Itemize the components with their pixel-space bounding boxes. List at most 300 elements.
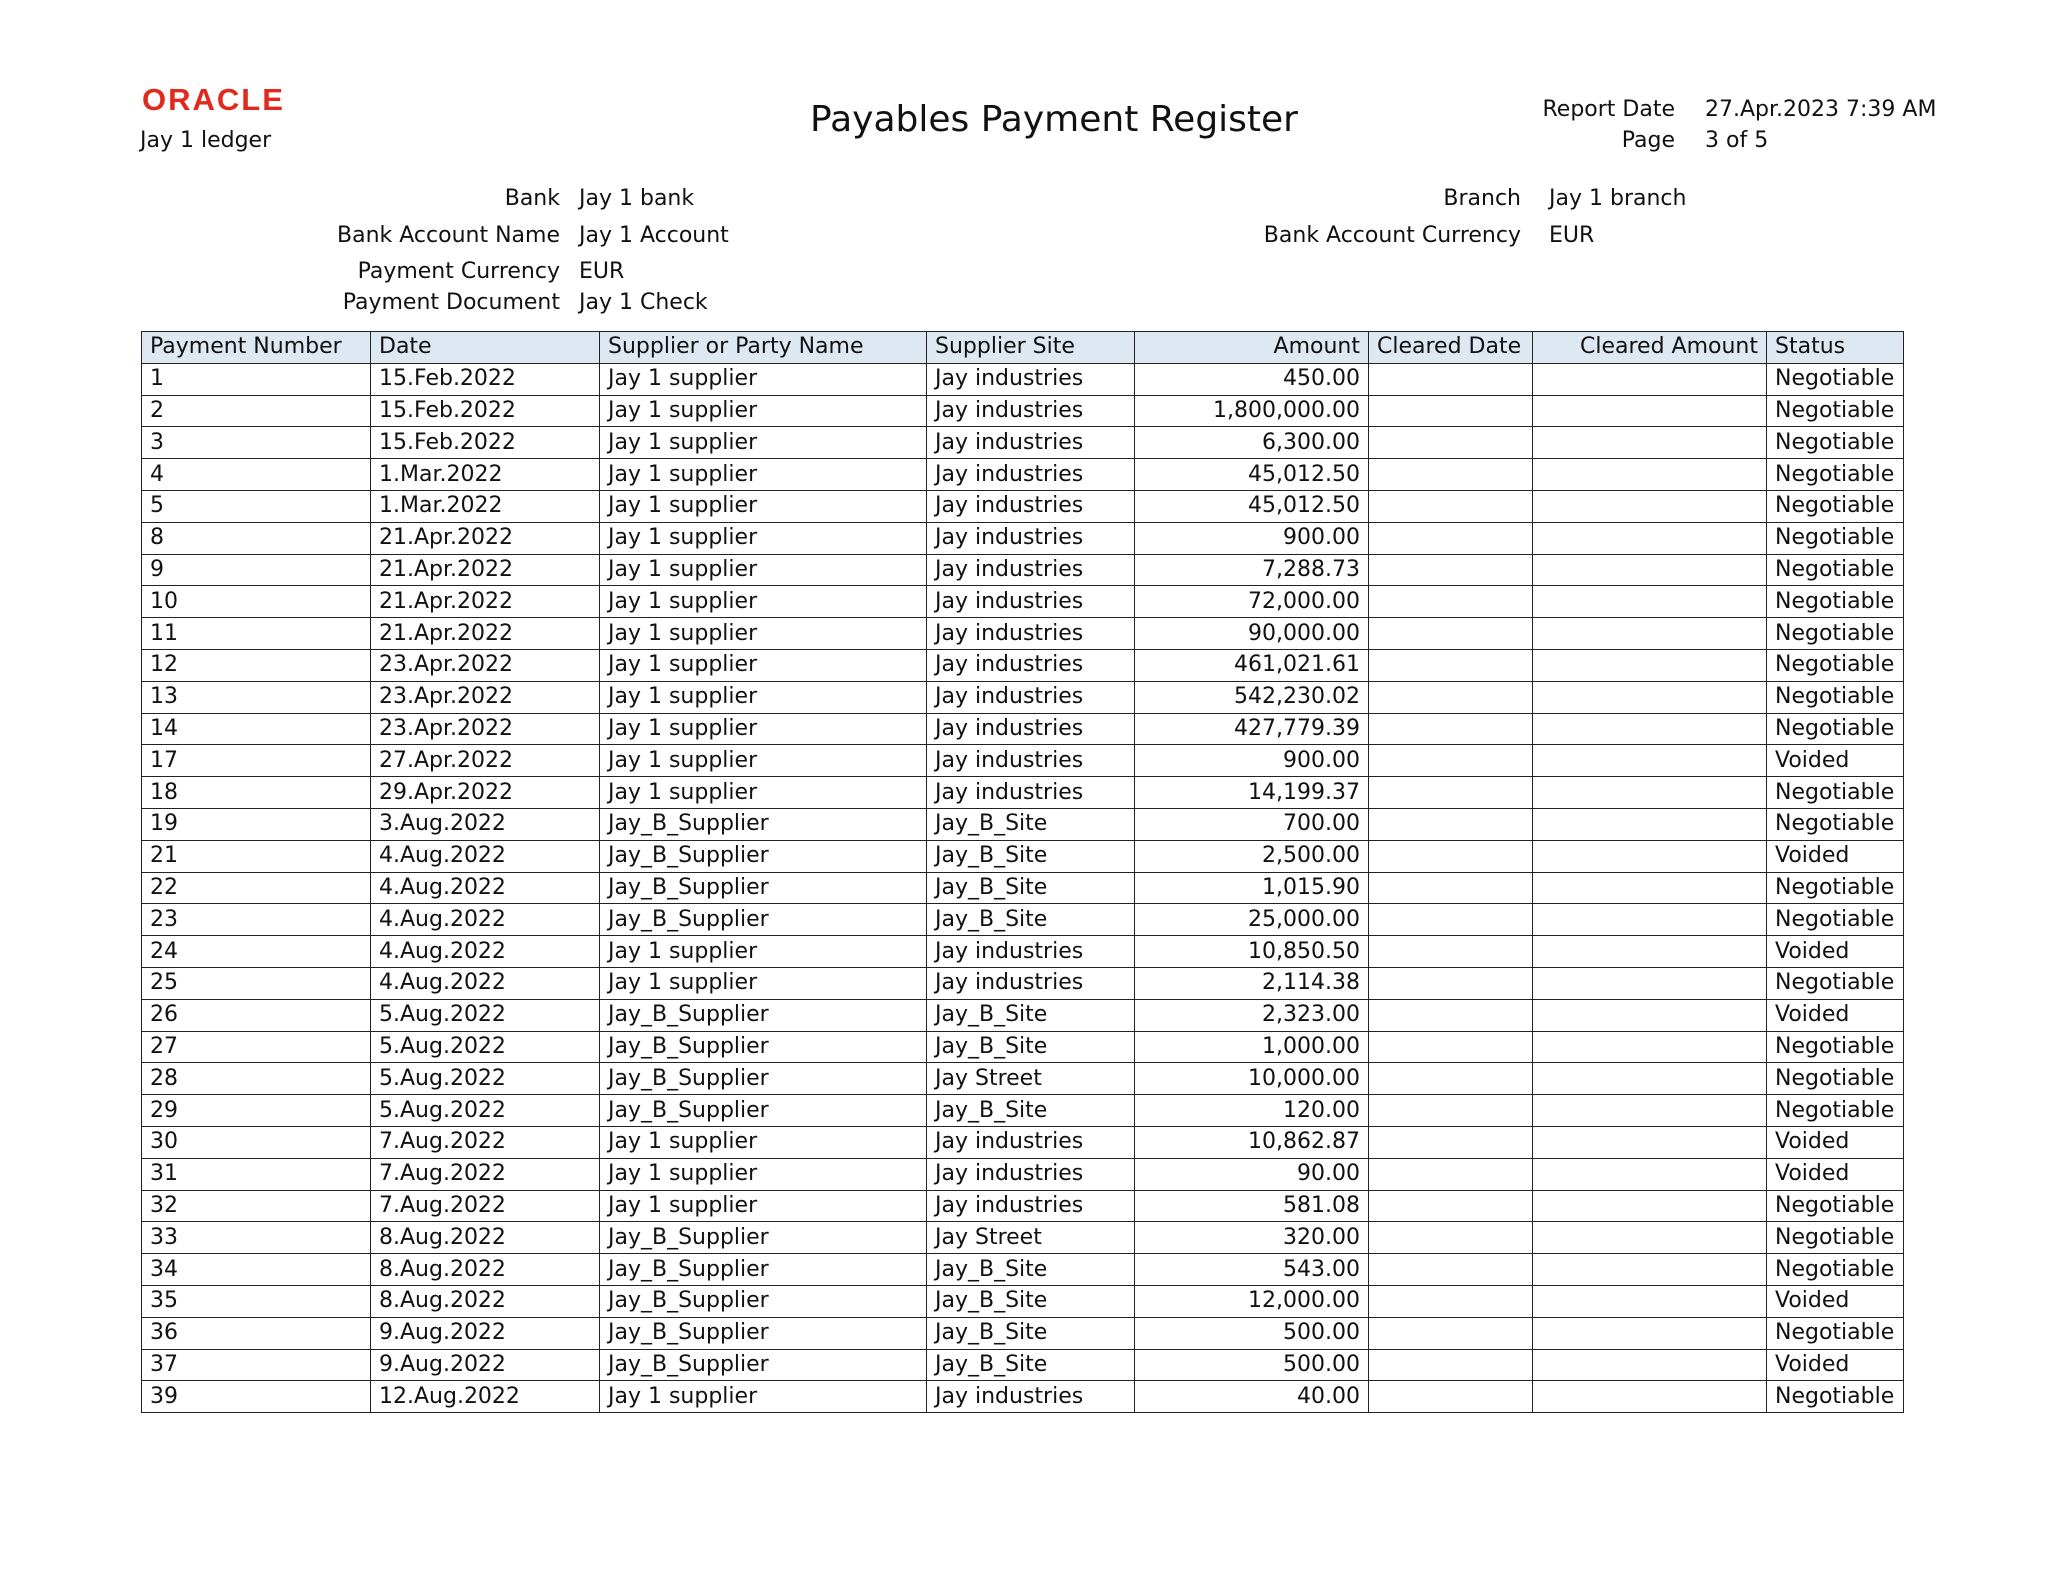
cleared-date-cell: [1369, 427, 1533, 459]
supplier-name-cell: Jay_B_Supplier: [600, 840, 927, 872]
status-cell: Negotiable: [1767, 777, 1904, 809]
cleared-amount-cell: [1533, 1285, 1767, 1317]
cleared-date-cell: [1369, 1222, 1533, 1254]
payment-number-cell: 24: [142, 936, 371, 968]
supplier-name-cell: Jay 1 supplier: [600, 1158, 927, 1190]
date-cell: 5.Aug.2022: [371, 999, 600, 1031]
status-cell: Negotiable: [1767, 586, 1904, 618]
table-row: [142, 618, 1904, 650]
payment-number-cell: 29: [142, 1095, 371, 1127]
table-row: [142, 1158, 1904, 1190]
supplier-site-cell: Jay industries: [927, 554, 1135, 586]
status-cell: Negotiable: [1767, 490, 1904, 522]
payment-number-cell: 11: [142, 618, 371, 650]
amount-cell: 2,323.00: [1135, 999, 1369, 1031]
date-cell: 21.Apr.2022: [371, 522, 600, 554]
cleared-date-cell: [1369, 459, 1533, 491]
status-cell: Negotiable: [1767, 1190, 1904, 1222]
cleared-amount-cell: [1533, 936, 1767, 968]
supplier-name-cell: Jay 1 supplier: [600, 713, 927, 745]
table-row: [142, 490, 1904, 522]
column-header-supplier-site: Supplier Site: [927, 332, 1135, 364]
cleared-date-cell: [1369, 745, 1533, 777]
column-header-cleared-amount: Cleared Amount: [1533, 332, 1767, 364]
cleared-amount-cell: [1533, 618, 1767, 650]
branch-label: Branch: [1443, 186, 1521, 211]
payment-number-cell: 18: [142, 777, 371, 809]
cleared-date-cell: [1369, 999, 1533, 1031]
cleared-amount-cell: [1533, 1254, 1767, 1286]
cleared-amount-cell: [1533, 427, 1767, 459]
supplier-site-cell: Jay_B_Site: [927, 872, 1135, 904]
cleared-date-cell: [1369, 586, 1533, 618]
supplier-site-cell: Jay industries: [927, 490, 1135, 522]
bank-account-name-value: Jay 1 Account: [579, 223, 729, 248]
cleared-amount-cell: [1533, 1063, 1767, 1095]
supplier-site-cell: Jay industries: [927, 395, 1135, 427]
table-row: [142, 427, 1904, 459]
cleared-date-cell: [1369, 1126, 1533, 1158]
supplier-name-cell: Jay_B_Supplier: [600, 1031, 927, 1063]
supplier-site-cell: Jay industries: [927, 1158, 1135, 1190]
cleared-amount-cell: [1533, 363, 1767, 395]
supplier-site-cell: Jay industries: [927, 681, 1135, 713]
cleared-date-cell: [1369, 1190, 1533, 1222]
date-cell: 27.Apr.2022: [371, 745, 600, 777]
status-cell: Negotiable: [1767, 808, 1904, 840]
cleared-date-cell: [1369, 904, 1533, 936]
cleared-date-cell: [1369, 808, 1533, 840]
cleared-amount-cell: [1533, 904, 1767, 936]
amount-cell: 461,021.61: [1135, 649, 1369, 681]
amount-cell: 700.00: [1135, 808, 1369, 840]
report-date-value: 27.Apr.2023 7:39 AM: [1705, 97, 1937, 122]
report-date-label: Report Date: [1542, 97, 1675, 122]
payment-number-cell: 12: [142, 649, 371, 681]
supplier-name-cell: Jay_B_Supplier: [600, 1285, 927, 1317]
status-cell: Negotiable: [1767, 872, 1904, 904]
supplier-site-cell: Jay industries: [927, 363, 1135, 395]
table-row: [142, 904, 1904, 936]
date-cell: 5.Aug.2022: [371, 1063, 600, 1095]
bank-label: Bank: [504, 186, 560, 211]
amount-cell: 7,288.73: [1135, 554, 1369, 586]
cleared-date-cell: [1369, 1254, 1533, 1286]
cleared-amount-cell: [1533, 967, 1767, 999]
supplier-name-cell: Jay 1 supplier: [600, 1126, 927, 1158]
supplier-name-cell: Jay_B_Supplier: [600, 1317, 927, 1349]
status-cell: Negotiable: [1767, 1254, 1904, 1286]
cleared-date-cell: [1369, 713, 1533, 745]
table-row: [142, 840, 1904, 872]
date-cell: 23.Apr.2022: [371, 713, 600, 745]
date-cell: 4.Aug.2022: [371, 904, 600, 936]
supplier-site-cell: Jay industries: [927, 649, 1135, 681]
table-row: [142, 1190, 1904, 1222]
payment-number-cell: 34: [142, 1254, 371, 1286]
supplier-name-cell: Jay 1 supplier: [600, 681, 927, 713]
cleared-date-cell: [1369, 1031, 1533, 1063]
supplier-name-cell: Jay_B_Supplier: [600, 872, 927, 904]
payment-number-cell: 3: [142, 427, 371, 459]
amount-cell: 90,000.00: [1135, 618, 1369, 650]
status-cell: Negotiable: [1767, 554, 1904, 586]
status-cell: Negotiable: [1767, 1031, 1904, 1063]
supplier-name-cell: Jay_B_Supplier: [600, 1063, 927, 1095]
payment-number-cell: 23: [142, 904, 371, 936]
supplier-site-cell: Jay_B_Site: [927, 1095, 1135, 1127]
bank-account-name-label: Bank Account Name: [337, 223, 560, 248]
supplier-name-cell: Jay_B_Supplier: [600, 999, 927, 1031]
table-row: [142, 777, 1904, 809]
column-header-status: Status: [1767, 332, 1904, 364]
cleared-amount-cell: [1533, 1031, 1767, 1063]
amount-cell: 2,114.38: [1135, 967, 1369, 999]
amount-cell: 45,012.50: [1135, 490, 1369, 522]
date-cell: 1.Mar.2022: [371, 459, 600, 491]
status-cell: Negotiable: [1767, 1317, 1904, 1349]
page-label: Page: [1621, 128, 1675, 153]
date-cell: 12.Aug.2022: [371, 1381, 600, 1413]
payment-document-label: Payment Document: [342, 290, 560, 315]
status-cell: Negotiable: [1767, 649, 1904, 681]
supplier-name-cell: Jay 1 supplier: [600, 586, 927, 618]
payment-number-cell: 13: [142, 681, 371, 713]
column-header-date: Date: [371, 332, 600, 364]
payment-number-cell: 2: [142, 395, 371, 427]
payments-table: [141, 331, 1904, 1413]
cleared-date-cell: [1369, 777, 1533, 809]
cleared-amount-cell: [1533, 1190, 1767, 1222]
cleared-amount-cell: [1533, 1317, 1767, 1349]
column-header-amount: Amount: [1135, 332, 1369, 364]
amount-cell: 1,000.00: [1135, 1031, 1369, 1063]
cleared-date-cell: [1369, 967, 1533, 999]
cleared-amount-cell: [1533, 745, 1767, 777]
date-cell: 7.Aug.2022: [371, 1126, 600, 1158]
table-row: [142, 554, 1904, 586]
payment-currency-label: Payment Currency: [357, 259, 560, 284]
table-row: [142, 808, 1904, 840]
supplier-name-cell: Jay_B_Supplier: [600, 1095, 927, 1127]
table-row: [142, 1031, 1904, 1063]
cleared-amount-cell: [1533, 1349, 1767, 1381]
cleared-amount-cell: [1533, 1381, 1767, 1413]
cleared-date-cell: [1369, 1063, 1533, 1095]
payment-number-cell: 19: [142, 808, 371, 840]
status-cell: Negotiable: [1767, 713, 1904, 745]
date-cell: 29.Apr.2022: [371, 777, 600, 809]
cleared-amount-cell: [1533, 490, 1767, 522]
amount-cell: 542,230.02: [1135, 681, 1369, 713]
date-cell: 23.Apr.2022: [371, 681, 600, 713]
supplier-site-cell: Jay industries: [927, 586, 1135, 618]
cleared-date-cell: [1369, 1317, 1533, 1349]
table-header-row: [142, 332, 1904, 364]
amount-cell: 1,800,000.00: [1135, 395, 1369, 427]
cleared-date-cell: [1369, 1381, 1533, 1413]
status-cell: Negotiable: [1767, 522, 1904, 554]
status-cell: Negotiable: [1767, 618, 1904, 650]
table-row: [142, 363, 1904, 395]
status-cell: Voided: [1767, 1126, 1904, 1158]
cleared-date-cell: [1369, 872, 1533, 904]
supplier-name-cell: Jay 1 supplier: [600, 618, 927, 650]
supplier-site-cell: Jay industries: [927, 713, 1135, 745]
amount-cell: 320.00: [1135, 1222, 1369, 1254]
supplier-name-cell: Jay 1 supplier: [600, 490, 927, 522]
column-header-payment-number: Payment Number: [142, 332, 371, 364]
supplier-name-cell: Jay_B_Supplier: [600, 904, 927, 936]
cleared-date-cell: [1369, 363, 1533, 395]
date-cell: 4.Aug.2022: [371, 936, 600, 968]
amount-cell: 2,500.00: [1135, 840, 1369, 872]
status-cell: Negotiable: [1767, 681, 1904, 713]
payment-number-cell: 5: [142, 490, 371, 522]
table-row: [142, 586, 1904, 618]
date-cell: 21.Apr.2022: [371, 586, 600, 618]
supplier-site-cell: Jay_B_Site: [927, 1254, 1135, 1286]
cleared-date-cell: [1369, 1349, 1533, 1381]
payment-number-cell: 37: [142, 1349, 371, 1381]
supplier-site-cell: Jay Street: [927, 1222, 1135, 1254]
payment-number-cell: 21: [142, 840, 371, 872]
cleared-date-cell: [1369, 936, 1533, 968]
amount-cell: 10,862.87: [1135, 1126, 1369, 1158]
status-cell: Negotiable: [1767, 1063, 1904, 1095]
table-row: [142, 713, 1904, 745]
date-cell: 3.Aug.2022: [371, 808, 600, 840]
amount-cell: 90.00: [1135, 1158, 1369, 1190]
table-row: [142, 649, 1904, 681]
date-cell: 23.Apr.2022: [371, 649, 600, 681]
supplier-site-cell: Jay industries: [927, 936, 1135, 968]
table-row: [142, 459, 1904, 491]
date-cell: 8.Aug.2022: [371, 1254, 600, 1286]
cleared-amount-cell: [1533, 459, 1767, 491]
date-cell: 5.Aug.2022: [371, 1095, 600, 1127]
amount-cell: 45,012.50: [1135, 459, 1369, 491]
table-row: [142, 967, 1904, 999]
column-header-cleared-date: Cleared Date: [1369, 332, 1533, 364]
cleared-amount-cell: [1533, 1095, 1767, 1127]
payment-currency-value: EUR: [579, 259, 625, 284]
amount-cell: 543.00: [1135, 1254, 1369, 1286]
cleared-amount-cell: [1533, 777, 1767, 809]
table-row: [142, 1349, 1904, 1381]
amount-cell: 6,300.00: [1135, 427, 1369, 459]
report-title: Payables Payment Register: [810, 99, 1298, 140]
ledger-name: Jay 1 ledger: [140, 128, 272, 153]
payment-number-cell: 22: [142, 872, 371, 904]
cleared-amount-cell: [1533, 1126, 1767, 1158]
payment-number-cell: 4: [142, 459, 371, 491]
date-cell: 4.Aug.2022: [371, 967, 600, 999]
date-cell: 8.Aug.2022: [371, 1285, 600, 1317]
amount-cell: 25,000.00: [1135, 904, 1369, 936]
supplier-name-cell: Jay 1 supplier: [600, 1190, 927, 1222]
bank-account-currency-value: EUR: [1549, 223, 1595, 248]
payment-number-cell: 9: [142, 554, 371, 586]
status-cell: Voided: [1767, 745, 1904, 777]
date-cell: 4.Aug.2022: [371, 840, 600, 872]
supplier-name-cell: Jay 1 supplier: [600, 427, 927, 459]
table-row: [142, 999, 1904, 1031]
date-cell: 5.Aug.2022: [371, 1031, 600, 1063]
status-cell: Negotiable: [1767, 1095, 1904, 1127]
supplier-site-cell: Jay industries: [927, 427, 1135, 459]
cleared-date-cell: [1369, 840, 1533, 872]
status-cell: Voided: [1767, 1285, 1904, 1317]
amount-cell: 900.00: [1135, 522, 1369, 554]
supplier-name-cell: Jay 1 supplier: [600, 936, 927, 968]
table-row: [142, 1095, 1904, 1127]
amount-cell: 10,850.50: [1135, 936, 1369, 968]
supplier-site-cell: Jay_B_Site: [927, 840, 1135, 872]
supplier-site-cell: Jay industries: [927, 618, 1135, 650]
oracle-logo: ORACLE: [142, 82, 285, 117]
payment-number-cell: 39: [142, 1381, 371, 1413]
table-row: [142, 1285, 1904, 1317]
supplier-name-cell: Jay 1 supplier: [600, 777, 927, 809]
supplier-name-cell: Jay 1 supplier: [600, 649, 927, 681]
cleared-amount-cell: [1533, 808, 1767, 840]
supplier-site-cell: Jay Street: [927, 1063, 1135, 1095]
cleared-amount-cell: [1533, 649, 1767, 681]
payment-number-cell: 14: [142, 713, 371, 745]
cleared-amount-cell: [1533, 586, 1767, 618]
status-cell: Negotiable: [1767, 395, 1904, 427]
payment-number-cell: 10: [142, 586, 371, 618]
date-cell: 21.Apr.2022: [371, 618, 600, 650]
table-row: [142, 1317, 1904, 1349]
date-cell: 15.Feb.2022: [371, 363, 600, 395]
payment-number-cell: 36: [142, 1317, 371, 1349]
payment-number-cell: 28: [142, 1063, 371, 1095]
amount-cell: 450.00: [1135, 363, 1369, 395]
status-cell: Voided: [1767, 1158, 1904, 1190]
date-cell: 4.Aug.2022: [371, 872, 600, 904]
supplier-site-cell: Jay industries: [927, 522, 1135, 554]
supplier-site-cell: Jay industries: [927, 459, 1135, 491]
supplier-name-cell: Jay_B_Supplier: [600, 1254, 927, 1286]
date-cell: 21.Apr.2022: [371, 554, 600, 586]
supplier-name-cell: Jay 1 supplier: [600, 459, 927, 491]
table-row: [142, 1222, 1904, 1254]
supplier-name-cell: Jay 1 supplier: [600, 395, 927, 427]
amount-cell: 1,015.90: [1135, 872, 1369, 904]
status-cell: Negotiable: [1767, 1381, 1904, 1413]
supplier-site-cell: Jay_B_Site: [927, 1349, 1135, 1381]
cleared-date-cell: [1369, 1285, 1533, 1317]
cleared-amount-cell: [1533, 872, 1767, 904]
table-row: [142, 395, 1904, 427]
cleared-amount-cell: [1533, 681, 1767, 713]
payment-number-cell: 32: [142, 1190, 371, 1222]
column-header-supplier-name: Supplier or Party Name: [600, 332, 927, 364]
cleared-amount-cell: [1533, 1222, 1767, 1254]
table-row: [142, 872, 1904, 904]
table-row: [142, 745, 1904, 777]
payment-number-cell: 31: [142, 1158, 371, 1190]
supplier-site-cell: Jay industries: [927, 777, 1135, 809]
date-cell: 7.Aug.2022: [371, 1158, 600, 1190]
supplier-site-cell: Jay_B_Site: [927, 1031, 1135, 1063]
table-row: [142, 936, 1904, 968]
status-cell: Negotiable: [1767, 363, 1904, 395]
supplier-site-cell: Jay industries: [927, 1126, 1135, 1158]
supplier-site-cell: Jay_B_Site: [927, 1285, 1135, 1317]
payment-number-cell: 17: [142, 745, 371, 777]
status-cell: Voided: [1767, 840, 1904, 872]
supplier-name-cell: Jay_B_Supplier: [600, 1349, 927, 1381]
supplier-site-cell: Jay industries: [927, 1381, 1135, 1413]
payment-number-cell: 8: [142, 522, 371, 554]
cleared-date-cell: [1369, 681, 1533, 713]
cleared-date-cell: [1369, 618, 1533, 650]
branch-value: Jay 1 branch: [1549, 186, 1687, 211]
date-cell: 8.Aug.2022: [371, 1222, 600, 1254]
cleared-amount-cell: [1533, 395, 1767, 427]
supplier-site-cell: Jay industries: [927, 745, 1135, 777]
bank-account-currency-label: Bank Account Currency: [1263, 223, 1521, 248]
payment-document-value: Jay 1 Check: [579, 290, 708, 315]
amount-cell: 500.00: [1135, 1349, 1369, 1381]
date-cell: 9.Aug.2022: [371, 1317, 600, 1349]
date-cell: 15.Feb.2022: [371, 395, 600, 427]
supplier-site-cell: Jay_B_Site: [927, 999, 1135, 1031]
supplier-name-cell: Jay 1 supplier: [600, 363, 927, 395]
date-cell: 7.Aug.2022: [371, 1190, 600, 1222]
supplier-name-cell: Jay 1 supplier: [600, 554, 927, 586]
supplier-name-cell: Jay 1 supplier: [600, 967, 927, 999]
cleared-date-cell: [1369, 522, 1533, 554]
status-cell: Voided: [1767, 999, 1904, 1031]
cleared-amount-cell: [1533, 999, 1767, 1031]
status-cell: Negotiable: [1767, 904, 1904, 936]
bank-value: Jay 1 bank: [579, 186, 695, 211]
table-row: [142, 1381, 1904, 1413]
supplier-site-cell: Jay_B_Site: [927, 1317, 1135, 1349]
date-cell: 15.Feb.2022: [371, 427, 600, 459]
page-value: 3 of 5: [1705, 128, 1769, 153]
amount-cell: 10,000.00: [1135, 1063, 1369, 1095]
supplier-site-cell: Jay industries: [927, 1190, 1135, 1222]
table-row: [142, 1254, 1904, 1286]
supplier-name-cell: Jay 1 supplier: [600, 745, 927, 777]
status-cell: Negotiable: [1767, 967, 1904, 999]
payment-number-cell: 26: [142, 999, 371, 1031]
payment-number-cell: 33: [142, 1222, 371, 1254]
status-cell: Negotiable: [1767, 1222, 1904, 1254]
cleared-amount-cell: [1533, 522, 1767, 554]
amount-cell: 120.00: [1135, 1095, 1369, 1127]
cleared-amount-cell: [1533, 554, 1767, 586]
supplier-site-cell: Jay_B_Site: [927, 808, 1135, 840]
payment-number-cell: 35: [142, 1285, 371, 1317]
amount-cell: 14,199.37: [1135, 777, 1369, 809]
payment-number-cell: 30: [142, 1126, 371, 1158]
status-cell: Negotiable: [1767, 459, 1904, 491]
cleared-amount-cell: [1533, 713, 1767, 745]
amount-cell: 900.00: [1135, 745, 1369, 777]
cleared-date-cell: [1369, 1158, 1533, 1190]
cleared-amount-cell: [1533, 1158, 1767, 1190]
cleared-date-cell: [1369, 1095, 1533, 1127]
payment-number-cell: 25: [142, 967, 371, 999]
status-cell: Voided: [1767, 1349, 1904, 1381]
payment-number-cell: 27: [142, 1031, 371, 1063]
